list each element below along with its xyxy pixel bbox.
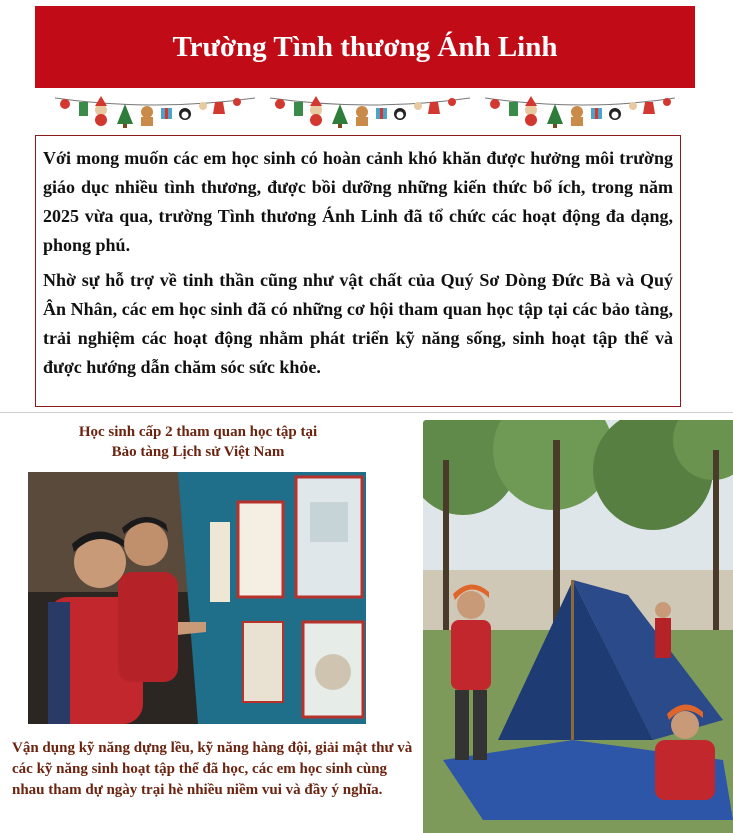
christmas-garland-decoration — [55, 90, 675, 132]
section-divider — [0, 412, 733, 413]
museum-photo — [28, 472, 366, 724]
intro-text-box — [35, 135, 681, 407]
garland-segment — [55, 98, 675, 105]
intro-paragraph-2: Nhờ sự hỗ trợ về tinh thần cũng như vật chất của Quý Sơ Dòng Đức Bà và Quý Ân Nhân, các em học sinh đã có những cơ hội tham quan học tập tại các bảo tàng, trải nghiệm các hoạt động nhằm phát triển kỹ năng sống, sinh hoạt tập thể và được hướng dẫn chăm sóc sức khỏe. — [43, 270, 673, 377]
intro-paragraph-1: Với mong muốn các em học sinh có hoàn cảnh khó khăn được hưởng môi trường giáo dục nhiều tình thương, được bồi dưỡng những kiến thức bổ ích, trong năm 2025 vừa qua, trường Tình thương Ánh Linh đã tổ chức các hoạt động đa dạng, phong phú. — [43, 148, 673, 255]
camp-photo — [423, 420, 733, 833]
title-banner — [35, 6, 695, 88]
page-title: Trường Tình thương Ánh Linh — [172, 30, 558, 63]
museum-caption-line-1: Học sinh cấp 2 tham quan học tập tại — [78, 424, 318, 440]
camp-caption: Vận dụng kỹ năng dựng lều, kỹ năng hàng đội, giải mật thư và các kỹ năng sinh hoạt tập thể đã học, các em học sinh cùng nhau tham dự ngày trại hè nhiều niềm vui và đầy ý nghĩa. — [12, 740, 413, 798]
museum-caption — [28, 422, 368, 462]
museum-caption-line-2: Bảo tàng Lịch sử Việt Nam — [111, 444, 285, 460]
